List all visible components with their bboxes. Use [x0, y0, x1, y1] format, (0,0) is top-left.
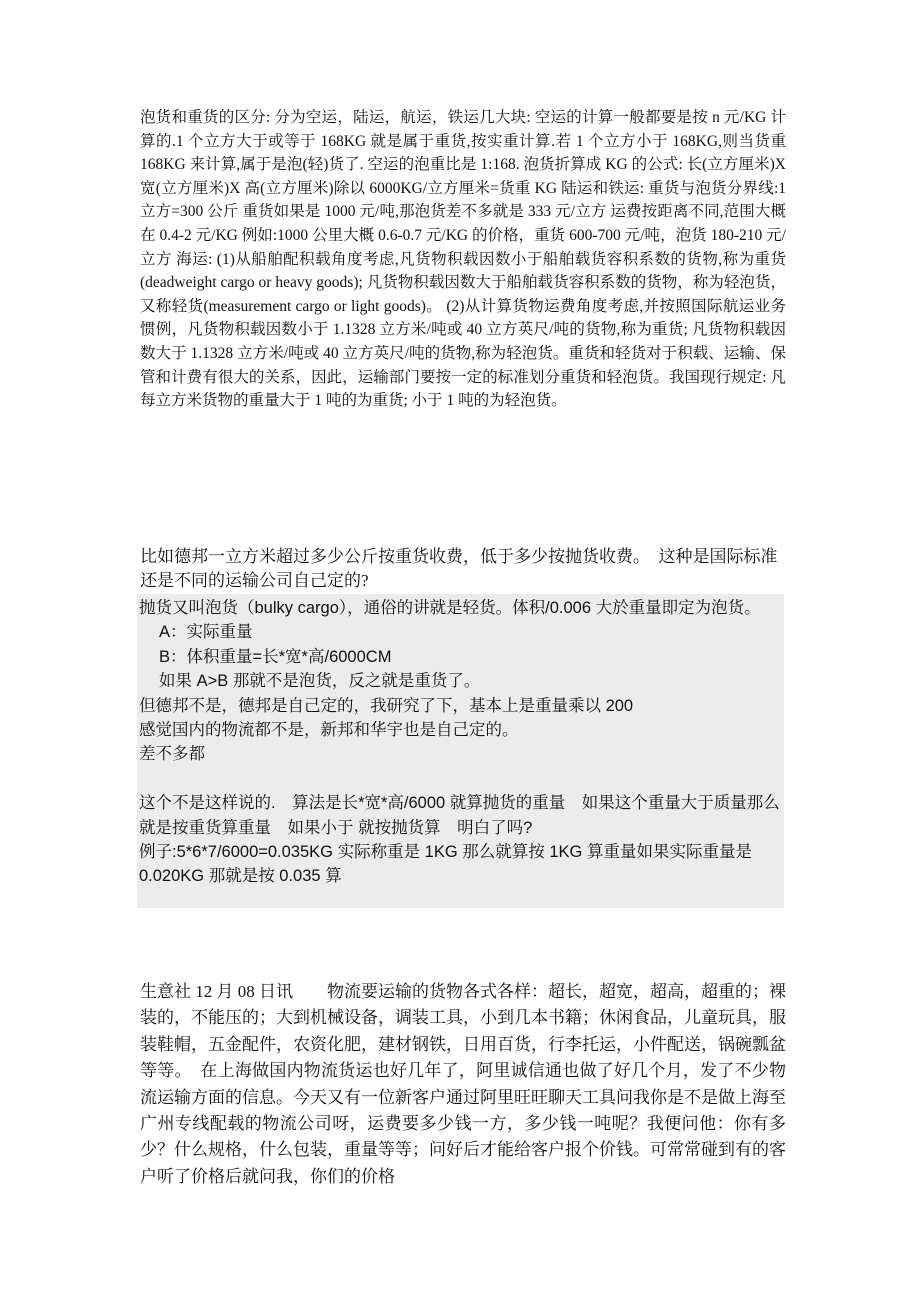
question-paragraph: 比如德邦一立方米超过多少公斤按重货收费，低于多少按抛货收费。 这种是国际标准 还是不同的运输公司自己定的? — [140, 547, 795, 590]
answer-line: 这个不是这样说的. 算法是长*宽*高/6000 就算抛货的重量 如果这个重量大于质量那么就是按重货算重量 如果小于 就按抛货算 明白了吗? — [139, 794, 780, 837]
answer-line: 但德邦不是，德邦是自己定的，我研究了下，基本上是重量乘以 200 — [139, 696, 634, 715]
answer-line: 例子:5*6*7/6000=0.035KG 实际称重是 1KG 那么就算按 1KG 算重量如果实际重量是 0.020KG 那就是按 0.035 算 — [139, 843, 752, 886]
cargo-classification-paragraph: 泡货和重货的区分: 分为空运，陆运，航运，铁运几大块: 空运的计算一般都要是按 n 元/KG 计算的.1 个立方大于或等于 168KG 就是属于重货,按实重计算.若 1 个立方小于 168KG,则当货重 168KG 来计算,属于是泡(轻)货了. 空运的泡重比是 1:168. 泡货折算成 KG 的公式: 长(立方厘米)X 宽(立方厘米)X 高(立方厘米)除以 6000KG/立方厘米=货重 KG 陆运和铁运: 重货与泡货分界线:1 立方=300 公斤 重货如果是 1000 元/吨,那泡货差不多就是 333 元/立方 运费按距离不同,范围大概在 0.4-2 元/KG 例如:1000 公里大概 0.6-0.7 元/KG 的价格，重货 600-700 元/吨，泡货 180-210 元/立方 海运: (1)从船舶配积载角度考虑,凡货物积载因数小于船舶载货容积系数的货物,称为重货(deadweight cargo or heavy goods); 凡货物积载因数大于船舶载货容积系数的货物，称为轻泡货，又称轻货(measurement cargo or light goods)。 (2)从计算货物运费角度考虑,并按照国际航运业务惯例，凡货物积载因数小于 1.1328 立方米/吨或 40 立方英尺/吨的货物,称为重货; 凡货物积载因数大于 1.1328 立方米/吨或 40 立方英尺/吨的货物,称为轻泡货。重货和轻货对于积载、运输、保管和计费有很大的关系，因此，运输部门要按一定的标准划分重货和轻泡货。我国现行规定: 凡每立方米货物的重量大于 1 吨的为重货; 小于 1 吨的为轻泡货。 — [140, 109, 786, 410]
answer-line: A：实际重量 — [159, 623, 253, 642]
answer-line: B：体积重量=长*宽*高/6000CM — [159, 647, 392, 666]
answer-line: 感觉国内的物流都不是，新邦和华宇也是自己定的。 — [139, 721, 519, 740]
logistics-news-paragraph: 生意社 12 月 08 日讯 物流要运输的货物各式各样：超长，超宽，超高，超重的；裸装的，不能压的；大到机械设备，调装工具，小到几本书籍；休闲食品，儿童玩具，服装鞋帽，五金配件，农资化肥，建材钢铁，日用百货，行李托运，小件配送，锅碗瓢盆等等。 在上海做国内物流货运也好几年了，阿里诚信通也做了好几个月，发了不少物流运输方面的信息。今天又有一位新客户通过阿里旺旺聊天工具问我你是不是做上海至广州专线配载的物流公司呀，运费要多少钱一方，多少钱一吨呢？我便问他：你有多少？什么规格，什么包装，重量等等；问好后才能给客户报个价钱。可常常碰到有的客户听了价格后就问我，你们的价格 — [140, 982, 786, 1186]
answer-line: 抛货又叫泡货（bulky cargo），通俗的讲就是轻货。体积/0.006 大於重量即定为泡货。 — [139, 599, 761, 617]
answer-block — [137, 594, 784, 908]
answer-line: 如果 A>B 那就不是泡货，反之就是重货了。 — [159, 672, 481, 691]
answer-line: 差不多都 — [139, 745, 205, 764]
answer-spacer — [139, 767, 784, 791]
